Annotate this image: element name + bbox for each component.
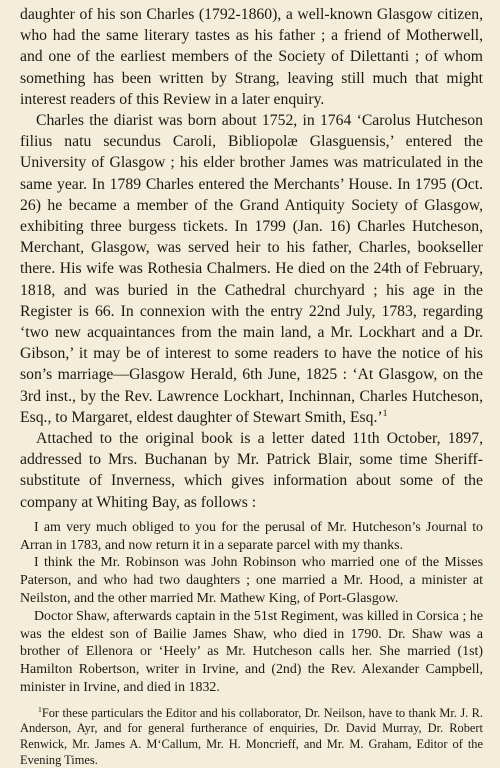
letter-paragraph: Doctor Shaw, afterwards captain in the 51st Regiment, was killed in Corsica ; he was the eldest son of Bailie James Shaw, who died in 1790. Dr. Shaw was a brother of Ellenora or ‘Heely’ as Mr. Hutcheson calls her. She married (1st) Hamilton Robertson, writer in Irvine, and (2nd) the Rev. Alexander Campbell, minister in Irvine, and died in 1832. [20,608,483,696]
paragraph-diarist [20,110,483,428]
footnote-number: 1 [38,704,42,714]
footnote-marker: 1 [382,407,388,419]
paragraph-continuation: daughter of his son Charles (1792-1860), a well-known Glasgow citizen, who had the same literary tastes as his father ; a friend of Motherwell, and one of the earliest members of the Society of Dilettanti ; of whom something has been written by Strang, leaving still much that might interest readers of this Review in a later enquiry. [20,6,483,108]
footnote-paragraph [20,706,483,768]
footnote-text: For these particulars the Editor and his collaborator, Dr. Neilson, have to thank Mr. J. R. Anderson, Ayr, and for general furtherance of enquiries, Dr. David Murray, Dr. Robert Renwick, Mr. James A. M‘Callum, Mr. H. Moncrieff, and Mr. M. Graham, Editor of the Evening Times. [20,705,483,767]
letter-paragraph: I think the Mr. Robinson was John Robinson who married one of the Misses Paterson, and who had two daughters ; one married a Mr. Hood, a minister at Neilston, and the other married Mr. Mathew King, of Port-Glasgow. [20,555,483,607]
letter-quote [20,519,483,697]
main-text [20,4,483,513]
footnote [20,706,483,768]
paragraph-letter-intro: Attached to the original book is a letter dated 11th October, 1897, addressed to Mrs. Buchanan by Mr. Patrick Blair, some time Sheriff-substitute of Inverness, which gives information about some of the company at Whiting Bay, as follows : [20,430,483,511]
letter-paragraph: I am very much obliged to you for the perusal of Mr. Hutcheson’s Journal to Arran in 1783, and now return it in a separate parcel with my thanks. [20,519,483,553]
paragraph-diarist-text: Charles the diarist was born about 1752, in 1764 ‘Carolus Hutcheson filius natu secundus Caroli, Bibliopolæ Glasguensis,’ entered the University of Glasgow ; his elder brother James was matriculated in the same year. In 1789 Charles entered the Merchants’ House. In 1795 (Oct. 26) he became a member of the Grand Antiquity Society of Glasgow, exhibiting three burgess tickets. In 1799 (Jan. 16) Charles Hutcheson, Merchant, Glasgow, was served heir to his father, Charles, bookseller there. His wife was Rothesia Chalmers. He died on the 24th of February, 1818, and was buried in the Cathedral churchyard ; his age in the Register is 66. In connexion with the entry 22nd July, 1783, regarding ‘two new acquaintances from the main land, a Mr. Lockhart and a Dr. Gibson,’ it may be of interest to some readers to have the notice of his son’s marriage—Glasgow Herald, 6th June, 1825 : ‘At Glasgow, on the 3rd inst., by the Rev. Lawrence Lockhart, Inchinnan, Charles Hutcheson, Esq., to Margaret, eldest daughter of Stewart Smith, Esq.’ [20,112,483,426]
